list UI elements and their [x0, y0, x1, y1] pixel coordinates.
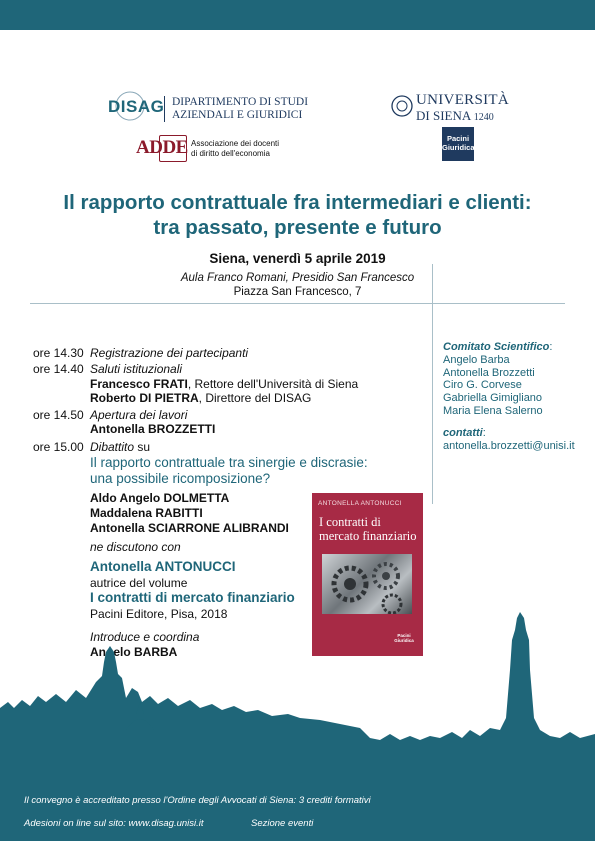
book-publisher-logo: Pacini Giuridica	[394, 633, 414, 643]
event-date: Siena, venerdì 5 aprile 2019	[209, 251, 386, 266]
footer-band	[0, 782, 595, 841]
contact-email[interactable]: antonella.brozzetti@unisi.it	[443, 439, 575, 452]
debate-topic: Il rapporto contrattuale tra sinergie e discrasie: una possibile ricomposizione?	[90, 455, 368, 486]
speaker-frati: Francesco FRATI, Rettore dell'Università di Siena	[90, 377, 359, 391]
disag-wordmark: DISAG	[108, 97, 165, 116]
siena-skyline	[0, 590, 595, 784]
book-title: I contratti di mercato finanziario	[90, 590, 295, 605]
vertical-divider	[432, 264, 433, 504]
footer-credits: Il convegno è accreditato presso l'Ordine degli Avvocati di Siena: 3 crediti formativi	[24, 795, 371, 806]
unisi-wordmark: UNIVERSITÀ DI SIENA 1240	[416, 92, 509, 123]
disag-divider	[164, 96, 165, 122]
disag-department: DIPARTIMENTO DI STUDI AZIENDALI E GIURIDICI	[172, 96, 309, 121]
top-banner	[0, 0, 595, 30]
speaker-dipietra: Roberto DI PIETRA, Direttore del DISAG	[90, 391, 312, 405]
footer-section[interactable]: Sezione eventi	[251, 818, 314, 829]
event-venue: Aula Franco Romani, Presidio San Francesco	[180, 272, 415, 284]
scientific-committee: Comitato Scientifico: Angelo Barba Antonella Brozzetti Ciro G. Corvese Gabriella Gimigliano Maria Elena Salerno contatti: antonella.brozzetti@unisi.it	[443, 341, 593, 452]
event-address: Piazza San Francesco, 7	[233, 286, 362, 298]
book-cover-title: I contratti di mercato finanziario	[319, 515, 417, 543]
adde-wordmark: ADDE	[136, 137, 188, 158]
unisi-seal-icon	[390, 94, 414, 123]
horizontal-divider	[30, 303, 565, 304]
pacini-logo: Pacini Giuridica	[442, 127, 474, 161]
author-name: Antonella ANTONUCCI	[90, 559, 236, 574]
book-cover: ANTONELLA ANTONUCCI I contratti di mercato finanziario Pacini Giuridica	[312, 493, 423, 656]
page-title: Il rapporto contrattuale fra intermediari e clienti: tra passato, presente e futuro	[63, 191, 532, 239]
footer-signup[interactable]: Adesioni on line sul sito: www.disag.unisi.it	[24, 818, 204, 829]
adde-frame-icon	[159, 135, 187, 162]
adde-caption: Associazione dei docenti di diritto dell'economia	[191, 139, 280, 158]
